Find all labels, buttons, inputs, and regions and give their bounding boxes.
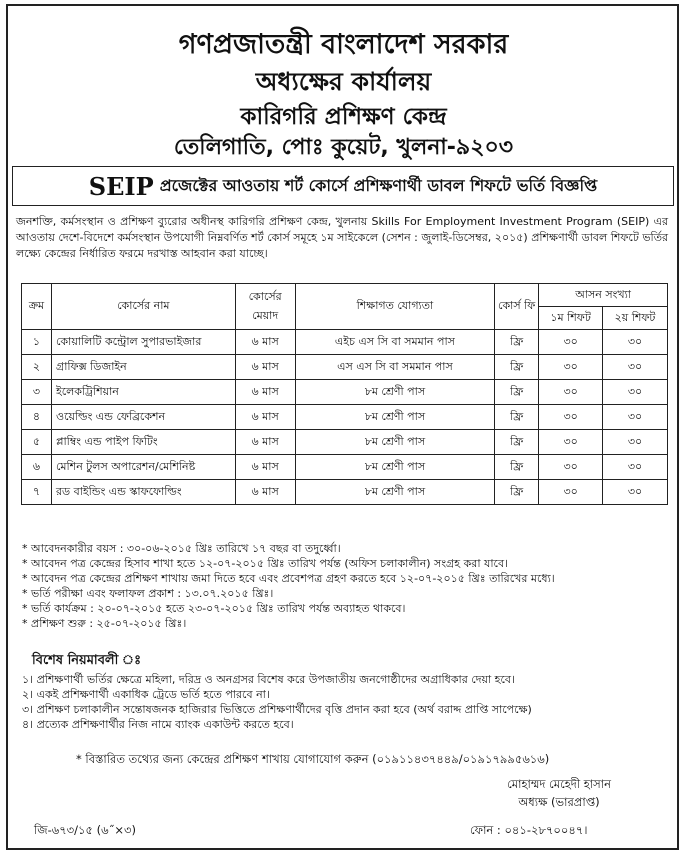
header-government: গণপ্রজাতন্ত্রী বাংলাদেশ সরকার: [178, 29, 509, 60]
signatory-name: মোহাম্মদ মেহেদী হাসান: [507, 777, 611, 791]
cell-qualification: ৮ম শ্রেণী পাস: [295, 405, 495, 430]
rules-list: [22, 672, 672, 732]
cell-qualification: ৮ম শ্রেণী পাস: [295, 455, 495, 480]
table-row: [22, 480, 668, 505]
cell-fee: ফ্রি: [495, 480, 539, 505]
rule-item: ৪। প্রত্যেক প্রশিক্ষণার্থীর নিজ নামে ব্যাংক একাউন্ট করতে হবে।: [22, 718, 294, 731]
cell-serial: ৬: [22, 455, 52, 480]
header-serial: ক্রম: [22, 284, 52, 330]
header-duration: কোর্সের মেয়াদ: [235, 284, 295, 330]
intro-paragraph: জনশক্তি, কর্মসংস্থান ও প্রশিক্ষণ ব্যুরোর অধীনস্থ কারিগরি প্রশিক্ষণ কেন্দ্র, খুলনায় Skills For Employment Investment Program (SEIP) এর আওতায় দেশে-বিদেশে কর্মসংস্থান উপযোগী নিম্নবর্ণিত শর্ট কোর্স সমূহে ১ম সাইকেলে (সেশন : জুলাই-ডিসেম্বর, ২০১৫) প্রশিক্ষণার্থী ডাবল শিফটে ভর্তির লক্ষ্যে কেন্দ্রের নির্ধারিত ফরমে দরখাস্ত আহবান করা যাচ্ছে।: [16, 215, 668, 260]
cell-serial: ৩: [22, 380, 52, 405]
rule-item: ১। প্রশিক্ষণার্থী ভর্তির ক্ষেত্রে মহিলা, দরিদ্র ও অনগ্রসর বিশেষ করে উপজাতীয় জনগোষ্ঠীদের অগ্রাধিকার দেয়া হবে।: [22, 673, 515, 686]
cell-duration: ৬ মাস: [235, 405, 295, 430]
cell-fee: ফ্রি: [495, 355, 539, 380]
header-institute: কারিগরি প্রশিক্ষণ কেন্দ্র: [240, 104, 447, 130]
cell-course-name: মেশিন টুলস অপারেশন/মেশিনিষ্ট: [51, 455, 235, 480]
cell-shift2: ৩০: [603, 480, 668, 505]
contact-line: * বিস্তারিত তথ্যের জন্য কেন্দ্রের প্রশিক্ষণ শাখায় যোগাযোগ করুন (০১৯১১৪৩৭৪৪৯/০১৯১৭৯৯৫৬১৬): [76, 752, 550, 766]
header-fee: কোর্স ফি: [495, 284, 539, 330]
table-row: [22, 380, 668, 405]
cell-shift2: ৩০: [603, 355, 668, 380]
table-row: [22, 355, 668, 380]
cell-fee: ফ্রি: [495, 455, 539, 480]
cell-fee: ফ্রি: [495, 330, 539, 355]
header-qualification: শিক্ষাগত যোগ্যতা: [295, 284, 495, 330]
cell-shift2: ৩০: [603, 405, 668, 430]
note-item: * প্রশিক্ষণ শুরু : ২৫-০৭-২০১৫ খ্রিঃ।: [22, 617, 187, 630]
cell-shift1: ৩০: [539, 405, 603, 430]
header-shift2: ২য় শিফট: [603, 307, 668, 330]
cell-fee: ফ্রি: [495, 430, 539, 455]
signature-block: [454, 775, 664, 811]
banner-text: প্রজেক্টের আওতায় শর্ট কোর্সে প্রশিক্ষণার্থী ডাবল শিফটে ভর্তি বিজ্ঞপ্তি: [159, 175, 598, 195]
cell-qualification: ৮ম শ্রেণী পাস: [295, 480, 495, 505]
banner-prefix: SEIP: [88, 171, 154, 201]
cell-shift1: ৩০: [539, 455, 603, 480]
office-phone: ফোন : ০৪১-২৮৭০০৪৭।: [470, 823, 588, 837]
cell-qualification: ৮ম শ্রেণী পাস: [295, 380, 495, 405]
cell-duration: ৬ মাস: [235, 430, 295, 455]
rules-heading: বিশেষ নিয়মাবলী ঃ: [32, 653, 142, 668]
header-course-name: কোর্সের নাম: [51, 284, 235, 330]
cell-course-name: প্লাম্বিং এন্ড পাইপ ফিটিং: [51, 430, 235, 455]
cell-shift2: ৩০: [603, 380, 668, 405]
note-item: * আবেদন পত্র কেন্দ্রের হিসাব শাখা হতে ১২-০৭-২০১৫ খ্রিঃ তারিখ পর্যন্ত (অফিস চলাকালীন) সংগ্রহ করা যাবে।: [22, 557, 509, 570]
cell-shift1: ৩০: [539, 480, 603, 505]
rule-item: ২। একই প্রশিক্ষণার্থী একাধিক ট্রেডে ভর্তি হতে পারবে না।: [22, 688, 270, 701]
cell-course-name: ওয়েল্ডিং এন্ড ফেব্রিকেশন: [51, 405, 235, 430]
header-address: তেলিগাতি, পোঃ কুয়েট, খুলনা-৯২০৩: [173, 135, 514, 160]
cell-shift1: ৩০: [539, 330, 603, 355]
notice-title-banner: [12, 166, 674, 206]
cell-duration: ৬ মাস: [235, 455, 295, 480]
cell-fee: ফ্রি: [495, 405, 539, 430]
header-seats: আসন সংখ্যা: [539, 284, 668, 307]
cell-shift1: ৩০: [539, 380, 603, 405]
cell-course-name: ইলেকট্রিশিয়ান: [51, 380, 235, 405]
cell-serial: ২: [22, 355, 52, 380]
cell-shift2: ৩০: [603, 455, 668, 480]
cell-duration: ৬ মাস: [235, 355, 295, 380]
rule-item: ৩। প্রশিক্ষণ চলাকালীন সন্তোষজনক হাজিরার ভিত্তিতে প্রশিক্ষণার্থীদের বৃত্তি প্রদান করা হবে (অর্থ বরাদ্দ প্রাপ্তি সাপেক্ষে): [22, 703, 532, 716]
cell-qualification: এস এস সি বা সমমান পাস: [295, 355, 495, 380]
table-row: [22, 455, 668, 480]
cell-qualification: এইচ এস সি বা সমমান পাস: [295, 330, 495, 355]
cell-serial: ৫: [22, 430, 52, 455]
notes-list: [22, 541, 672, 631]
cell-course-name: রড বাইন্ডিং এন্ড স্কাফফোল্ডিং: [51, 480, 235, 505]
cell-serial: ৪: [22, 405, 52, 430]
cell-shift2: ৩০: [603, 430, 668, 455]
cell-shift1: ৩০: [539, 430, 603, 455]
cell-duration: ৬ মাস: [235, 380, 295, 405]
cell-duration: ৬ মাস: [235, 330, 295, 355]
signatory-title: অধ্যক্ষ (ভারপ্রাপ্ত): [518, 795, 600, 809]
cell-duration: ৬ মাস: [235, 480, 295, 505]
header-shift1: ১ম শিফট: [539, 307, 603, 330]
note-item: * আবেদন পত্র কেন্দ্রের প্রশিক্ষণ শাখায় জমা দিতে হবে এবং প্রবেশপত্র গ্রহণ করতে হবে ১২-০৭-২০১৫ খ্রিঃ তারিখের মধ্যে।: [22, 572, 555, 585]
cell-serial: ১: [22, 330, 52, 355]
cell-fee: ফ্রি: [495, 380, 539, 405]
table-row: [22, 430, 668, 455]
note-item: * আবেদনকারীর বয়স : ৩০-০৬-২০১৫ খ্রিঃ তারিখে ১৭ বছর বা তদুর্ধ্বো।: [22, 542, 341, 555]
cell-serial: ৭: [22, 480, 52, 505]
note-item: * ভর্তি কার্যক্রম : ২০-০৭-২০১৫ হতে ২৩-০৭-২০১৫ খ্রিঃ তারিখ পর্যন্ত অব্যাহত থাকবে।: [22, 602, 406, 615]
course-table: [21, 283, 668, 505]
cell-shift2: ৩০: [603, 330, 668, 355]
table-row: [22, 330, 668, 355]
table-row: [22, 405, 668, 430]
reference-number: জি-৬৭৩/১৫ (৬˝×৩): [34, 823, 136, 837]
header-office: অধ্যক্ষের কার্যালয়: [255, 67, 432, 96]
note-item: * ভর্তি পরীক্ষা এবং ফলাফল প্রকাশ : ১৩.০৭.২০১৫ খ্রিঃ।: [22, 587, 274, 600]
cell-shift1: ৩০: [539, 355, 603, 380]
cell-course-name: গ্রাফিক্স ডিজাইন: [51, 355, 235, 380]
cell-qualification: ৮ম শ্রেণী পাস: [295, 430, 495, 455]
cell-course-name: কোয়ালিটি কন্ট্রোল সুপারভাইজার: [51, 330, 235, 355]
